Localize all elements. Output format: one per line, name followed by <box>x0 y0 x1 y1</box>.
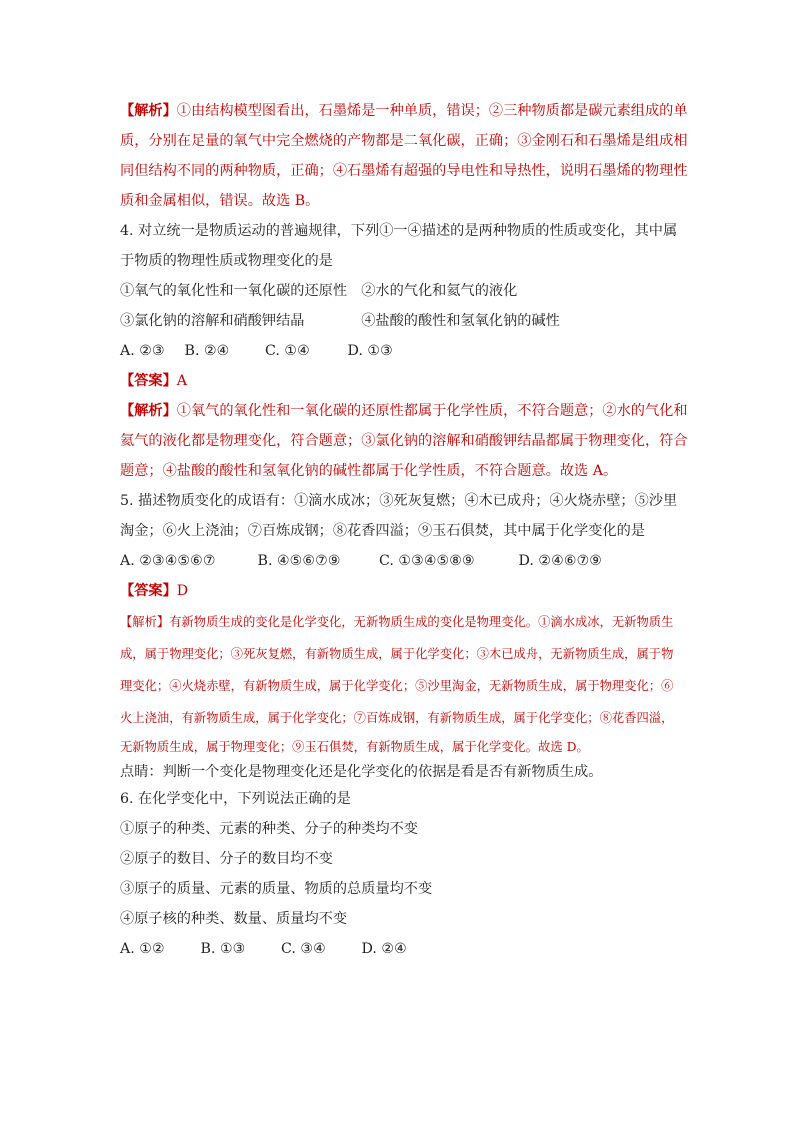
option-b: B. ①③ <box>200 941 246 957</box>
question-6 <box>120 784 690 964</box>
analysis-tag: 【解析】 <box>120 103 177 119</box>
option-a: A. ②③ <box>120 343 165 359</box>
options-row <box>120 934 690 964</box>
question-item: ④原子核的种类、数量、质量均不变 <box>120 911 348 927</box>
tip-line: 点睛：判断一个变化是物理变化还是化学变化的依据是看是否有新物质生成。 <box>120 764 603 780</box>
option-d: D. ①③ <box>347 343 393 359</box>
question-stem: 4. 对立统一是物质运动的普遍规律，下列①一④描述的是两种物质的性质或变化，其中属 <box>120 223 678 239</box>
analysis-line: 题意；④盐酸的酸性和氢氧化钠的碱性都属于化学性质，不符合题意。故选 A。 <box>120 463 618 479</box>
option-b: B. ④⑤⑥⑦⑨ <box>257 553 341 569</box>
analysis-tag: 【解析】 <box>120 403 177 419</box>
analysis-line: 氦气的液化都是物理变化，符合题意；③氯化钠的溶解和硝酸钾结晶都属于物理变化，符合 <box>120 433 688 449</box>
option-a: A. ②③④⑤⑥⑦ <box>120 553 216 569</box>
analysis-line: 【解析】有新物质生成的变化是化学变化，无新物质生成的变化是物理变化。①滴水成冰，无新物质生 <box>120 615 674 629</box>
question-stem: 5. 描述物质变化的成语有：①滴水成冰；③死灰复燃；④木已成舟；④火烧赤壁；⑤沙里 <box>120 493 678 509</box>
analysis-line <box>120 396 690 426</box>
analysis-text: ①氧气的氧化性和一氧化碳的还原性都属于化学性质，不符合题意；②水的气化和 <box>176 403 688 419</box>
analysis-text: ①由结构模型图看出，石墨烯是一种单质，错误；②三种物质都是碳元素组成的单 <box>176 103 688 119</box>
option-c: C. ③④ <box>281 941 326 957</box>
analysis-line: 理变化；④火烧赤壁，有新物质生成，属于化学变化；⑤沙里淘金，无新物质生成，属于物理变化；⑥ <box>120 679 674 693</box>
question-item: ①氧气的氧化性和一氧化碳的还原性 ②水的气化和氦气的液化 <box>120 283 518 299</box>
option-c: C. ①③④⑤⑧⑨ <box>379 553 475 569</box>
question-5 <box>120 486 690 784</box>
question-item: ②原子的数目、分子的数目均不变 <box>120 851 333 867</box>
question-stem: 淘金；⑥火上浇油；⑦百炼成钢；⑧花香四溢；⑨玉石俱焚，其中属于化学变化的是 <box>120 523 645 539</box>
question-stem: 6. 在化学变化中，下列说法正确的是 <box>120 791 351 807</box>
analysis-line: 质和金属相似，错误。故选 B。 <box>120 193 320 209</box>
option-c: C. ①④ <box>265 343 310 359</box>
question-stem: 于物质的物理性质或物理变化的是 <box>120 253 333 269</box>
answer-tag: 【答案】 <box>120 583 177 599</box>
answer-value: D <box>176 583 189 599</box>
analysis-block-prev <box>120 96 690 216</box>
question-item: ③氯化钠的溶解和硝酸钾结晶 ④盐酸的酸性和氢氧化钠的碱性 <box>120 313 560 329</box>
question-item: ③原子的质量、元素的质量、物质的总质量均不变 <box>120 881 433 897</box>
analysis-line: 火上浇油，有新物质生成，属于化学变化；⑦百炼成钢，有新物质生成，属于化学变化；⑧花香四溢， <box>120 711 674 725</box>
options-row <box>120 546 690 576</box>
option-d: D. ②④⑥⑦⑨ <box>518 553 603 569</box>
analysis-line <box>120 96 690 126</box>
answer-value: A <box>176 373 188 389</box>
answer-line <box>120 366 690 396</box>
analysis-line: 成，属于物理变化；③死灰复燃，有新物质生成，属于化学变化；③木已成舟，无新物质生成，属于物 <box>120 647 674 661</box>
analysis-line: 质，分别在足量的氧气中完全燃烧的产物都是二氧化碳，正确；③金刚石和石墨烯是组成相 <box>120 133 688 149</box>
question-4 <box>120 216 690 486</box>
analysis-line: 无新物质生成，属于物理变化；⑨玉石俱焚，有新物质生成，属于化学变化。故选 D。 <box>120 740 589 754</box>
answer-line <box>120 576 690 606</box>
question-item: ①原子的种类、元素的种类、分子的种类均不变 <box>120 821 418 837</box>
analysis-line: 同但结构不同的两种物质，正确；④石墨烯有超强的导电性和导热性，说明石墨烯的物理性 <box>120 163 688 179</box>
option-b: B. ②④ <box>184 343 230 359</box>
option-a: A. ①② <box>120 941 165 957</box>
option-d: D. ②④ <box>361 941 407 957</box>
options-row <box>120 336 690 366</box>
answer-tag: 【答案】 <box>120 373 177 389</box>
document-page <box>120 96 690 964</box>
